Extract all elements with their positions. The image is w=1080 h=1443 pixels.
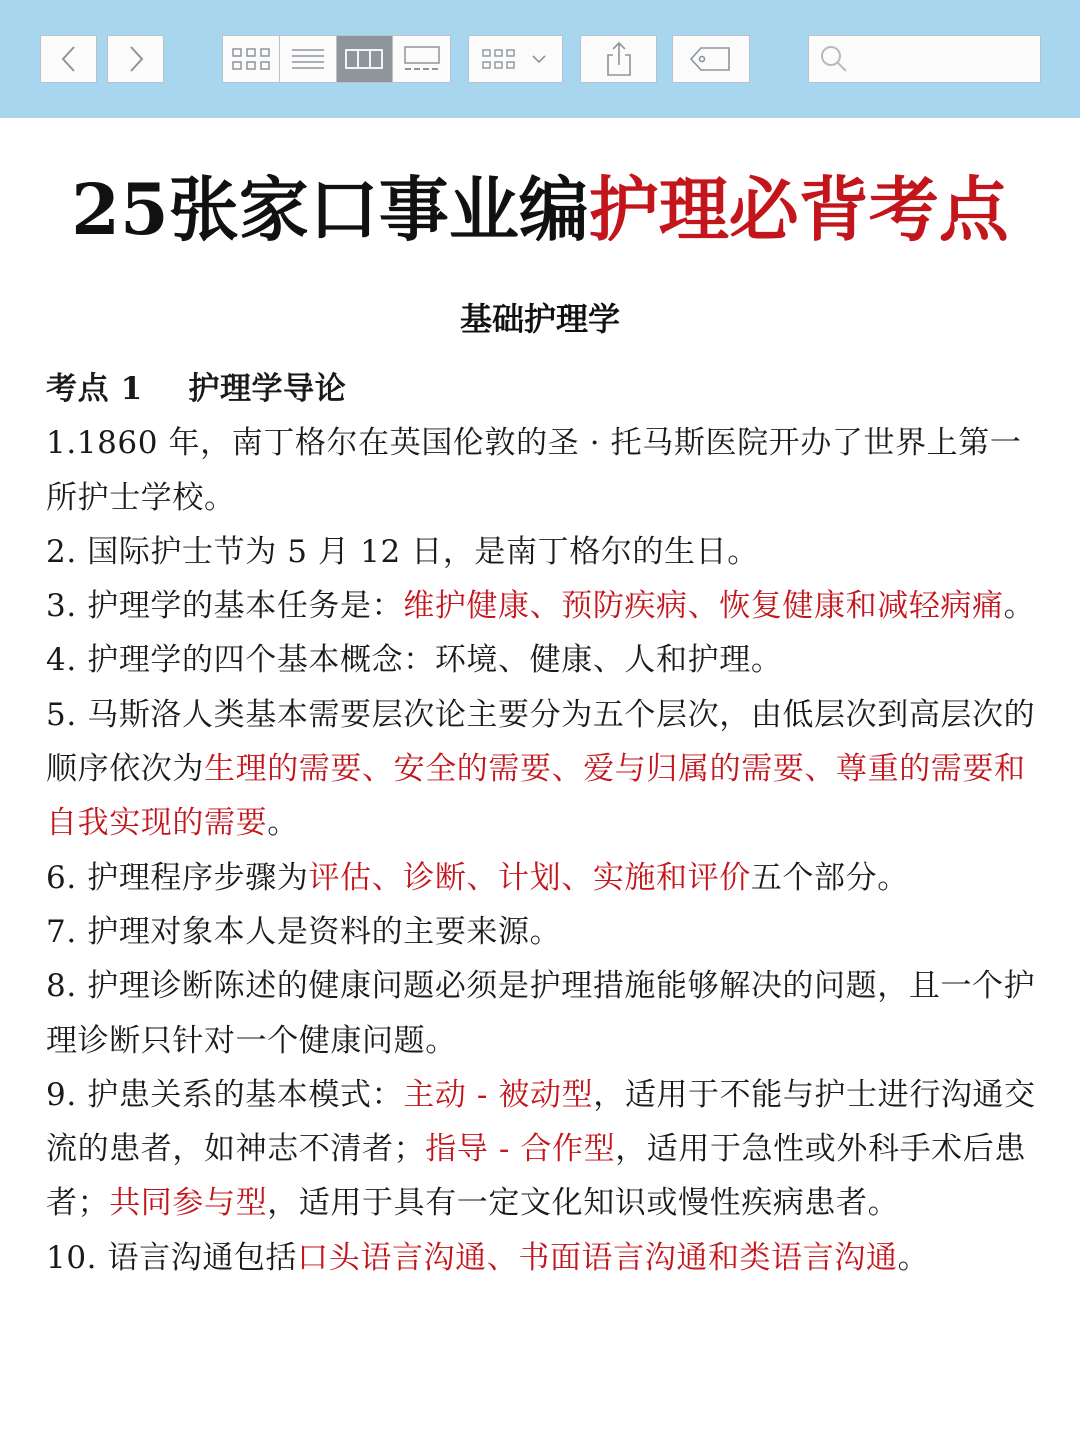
kaodian-heading (46, 362, 1038, 416)
group-by-icon (481, 46, 551, 72)
kaodian-title: 护理学导论 (188, 371, 347, 407)
chevron-right-icon (126, 44, 146, 74)
section-heading: 基础护理学 (459, 300, 620, 338)
column-view-icon (344, 47, 384, 71)
group-by-button[interactable] (468, 35, 563, 83)
highlight: 评估、诊断、计划、实施和评价 (308, 859, 751, 896)
chevron-left-icon (59, 44, 79, 74)
list-view-icon (291, 46, 325, 72)
tag-button[interactable] (672, 35, 750, 83)
back-button[interactable] (40, 35, 97, 83)
title-red-part: 护理必背考点 (588, 168, 1009, 251)
view-gallery-button[interactable] (393, 36, 450, 82)
highlight: 指导 - 合作型 (425, 1131, 616, 1168)
highlight: 共同参与型 (109, 1185, 268, 1222)
forward-button[interactable] (107, 35, 164, 83)
view-grid-button[interactable] (223, 36, 280, 82)
list-item: 10. 语言沟通包括口头语言沟通、书面语言沟通和类语言沟通。 (46, 1239, 930, 1276)
list-item: 4. 护理学的四个基本概念：环境、健康、人和护理。 (46, 642, 783, 679)
list-item: 1.1860 年，南丁格尔在英国伦敦的圣 · 托马斯医院开办了世界上第一所护士学校。 (46, 425, 1022, 516)
list-item: 3. 护理学的基本任务是：维护健康、预防疾病、恢复健康和减轻病痛。 (46, 588, 1036, 625)
title-black-part: 25张家口事业编 (71, 168, 589, 251)
list-item: 9. 护患关系的基本模式：主动 - 被动型，适用于不能与护士进行沟通交流的患者，如神志不清者；指导 - 合作型，适用于急性或外科手术后患者；共同参与型，适用于具有一定文化知识或慢性疾病患者。 (46, 1076, 1036, 1222)
view-list-button[interactable] (280, 36, 337, 82)
grid-view-icon (231, 46, 271, 72)
highlight: 口头语言沟通、书面语言沟通和类语言沟通 (297, 1239, 898, 1276)
list-item: 6. 护理程序步骤为评估、诊断、计划、实施和评价五个部分。 (46, 859, 909, 896)
view-mode-selector (222, 35, 451, 83)
share-button[interactable] (580, 35, 657, 83)
gallery-view-icon (402, 45, 442, 73)
tag-icon (689, 45, 733, 73)
document-body (46, 362, 1038, 1285)
search-field[interactable] (808, 35, 1041, 83)
page-title (0, 160, 1080, 260)
finder-toolbar (0, 0, 1080, 118)
kaodian-label: 考点 1 (46, 371, 143, 407)
list-item: 5. 马斯洛人类基本需要层次论主要分为五个层次，由低层次到高层次的顺序依次为生理的需要、安全的需要、爱与归属的需要、尊重的需要和自我实现的需要。 (46, 696, 1036, 842)
search-icon (819, 44, 849, 74)
list-item: 7. 护理对象本人是资料的主要来源。 (46, 913, 562, 950)
list-item: 8. 护理诊断陈述的健康问题必须是护理措施能够解决的问题，且一个护理诊断只针对一个健康问题。 (46, 968, 1036, 1059)
highlight: 生理的需要、安全的需要、爱与归属的需要、尊重的需要和自我实现的需要 (46, 751, 1026, 842)
view-column-button[interactable] (337, 36, 394, 82)
highlight: 主动 - 被动型 (403, 1076, 594, 1113)
share-icon (604, 41, 634, 77)
list-item: 2. 国际护士节为 5 月 12 日，是南丁格尔的生日。 (46, 533, 759, 570)
search-input[interactable] (855, 48, 1039, 71)
highlight: 维护健康、预防疾病、恢复健康和减轻病痛 (403, 588, 1004, 625)
